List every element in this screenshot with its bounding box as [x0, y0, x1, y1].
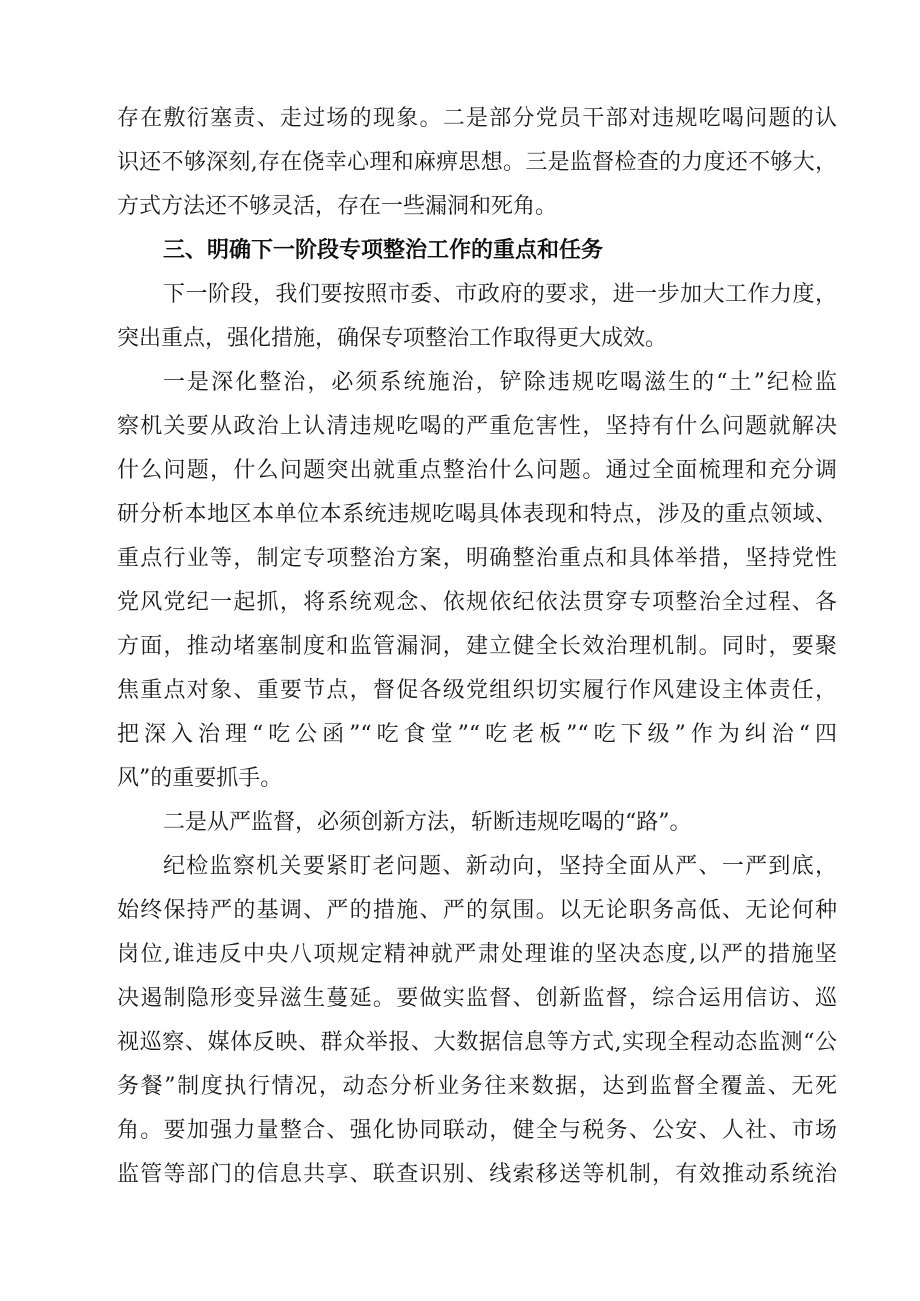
text-line: 监管等部门的信息共享、联查识别、线索移送等机制，有效推动系统治	[117, 1162, 837, 1187]
text-line: 决遏制隐形变异滋生蔓延。要做实监督、创新监督，综合运用信访、巡	[117, 986, 837, 1011]
text-line: 下一阶段，我们要按照市委、市政府的要求，进一步加大工作力度，	[163, 282, 837, 307]
text-line: 突出重点，强化措施，确保专项整治工作取得更大成效。	[117, 326, 668, 351]
text-line: 重点行业等，制定专项整治方案，明确整治重点和具体举措，坚持党性	[117, 546, 837, 571]
text-line: 纪检监察机关要紧盯老问题、新动向，坚持全面从严、一严到底，	[163, 854, 837, 879]
text-line: 二是从严监督，必须创新方法，斩断违规吃喝的“路”。	[163, 810, 692, 835]
text-line: 党风党纪一起抓，将系统观念、依规依纪依法贯穿专项整治全过程、各	[117, 590, 837, 615]
text-line: 方面，推动堵塞制度和监管漏洞，建立健全长效治理机制。同时，要聚	[117, 634, 837, 659]
text-line: 察机关要从政治上认清违规吃喝的严重危害性，坚持有什么问题就解决	[117, 414, 837, 439]
text-line: 识还不够深刻,存在侥幸心理和麻痹思想。三是监督检查的力度还不够大，	[117, 150, 837, 175]
text-line: 研分析本地区本单位本系统违规吃喝具体表现和特点，涉及的重点领域、	[117, 502, 837, 527]
text-line: 方式方法还不够灵活，存在一些漏洞和死角。	[117, 194, 558, 219]
text-line: 角。要加强力量整合、强化协同联动，健全与税务、公安、人社、市场	[117, 1118, 837, 1143]
text-line: 视巡察、媒体反映、群众举报、大数据信息等方式,实现全程动态监测“公	[117, 1030, 837, 1055]
text-line: 什么问题，什么问题突出就重点整治什么问题。通过全面梳理和充分调	[117, 458, 837, 483]
text-line: 一是深化整治，必须系统施治，铲除违规吃喝滋生的“土”纪检监	[163, 370, 837, 395]
text-line: 风”的重要抓手。	[117, 766, 283, 791]
text-line: 把深入治理“吃公函”“吃食堂”“吃老板”“吃下级”作为纠治“四	[117, 722, 837, 747]
text-line: 岗位,谁违反中央八项规定精神就严肃处理谁的坚决态度,以严的措施坚	[117, 942, 837, 967]
text-line: 焦重点对象、重要节点，督促各级党组织切实履行作风建设主体责任，	[117, 678, 837, 703]
text-line: 存在敷衍塞责、走过场的现象。二是部分党员干部对违规吃喝问题的认	[117, 106, 837, 131]
text-line: 始终保持严的基调、严的措施、严的氛围。以无论职务高低、无论何种	[117, 898, 837, 923]
section-heading: 三、明确下一阶段专项整治工作的重点和任务	[163, 238, 604, 263]
text-line: 务餐”制度执行情况，动态分析业务往来数据，达到监督全覆盖、无死	[117, 1074, 837, 1099]
